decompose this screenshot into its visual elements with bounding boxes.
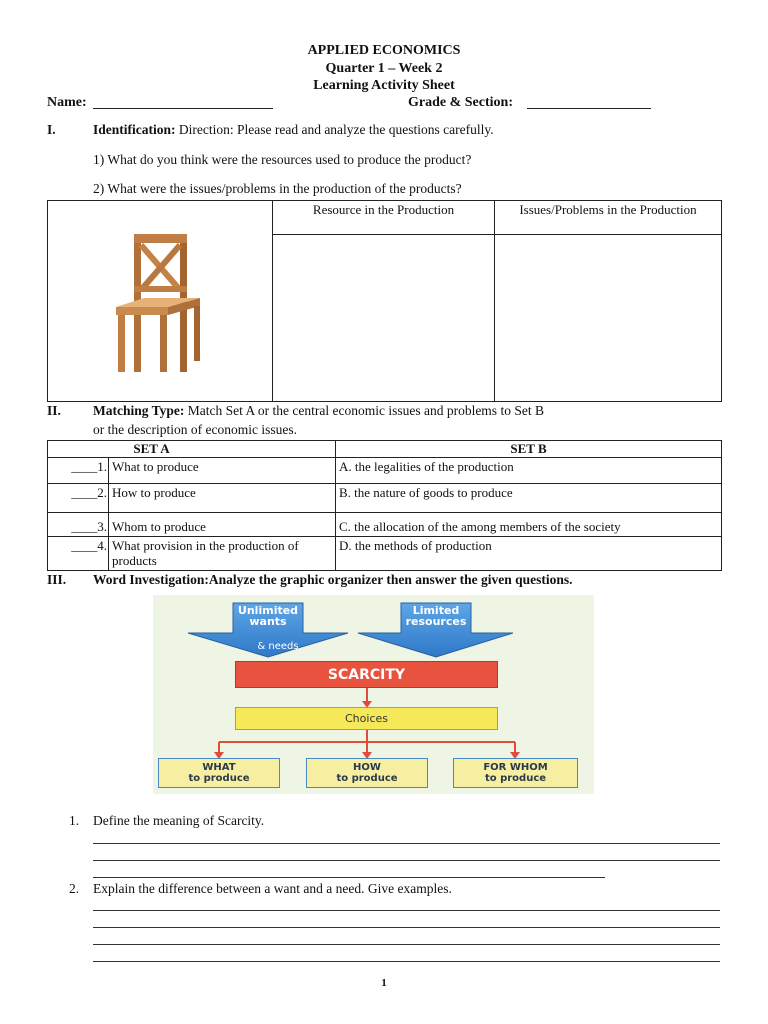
answer-line[interactable] bbox=[93, 927, 720, 928]
chair-image-cell bbox=[48, 201, 273, 402]
matching-blank-1[interactable]: ____1. bbox=[48, 458, 109, 484]
needs-label: & needs bbox=[257, 641, 299, 652]
chair-lower-rail bbox=[134, 286, 187, 292]
section-1-heading: Identification: bbox=[93, 122, 176, 137]
grade-section-label: Grade & Section: bbox=[408, 95, 513, 110]
section-2-number: II. bbox=[47, 403, 61, 418]
what-box-sub: to produce bbox=[188, 773, 250, 784]
set-a-item-4: What provision in the production of products bbox=[109, 537, 336, 571]
set-a-header bbox=[48, 441, 336, 458]
set-b-item-d: D. the methods of production bbox=[336, 537, 722, 571]
set-b-item-b: B. the nature of goods to produce bbox=[336, 484, 722, 513]
identification-table bbox=[47, 200, 722, 402]
section-2-direction-a: Match Set A or the central economic issues and problems to Set B bbox=[187, 403, 544, 418]
chair-top-rail bbox=[134, 234, 187, 243]
section-3-direction: Analyze the graphic organizer then answer the given questions. bbox=[208, 572, 573, 587]
choices-box: Choices bbox=[235, 707, 498, 730]
answer-line[interactable] bbox=[93, 877, 605, 878]
name-label: Name: bbox=[47, 95, 87, 110]
limited-label: Limited resources bbox=[405, 604, 467, 628]
col-header-resource: Resource in the Production bbox=[273, 201, 495, 235]
section-3-heading: Word Investigation: bbox=[93, 572, 209, 587]
name-line[interactable] bbox=[93, 108, 273, 109]
for-whom-box-title: FOR WHOM bbox=[483, 762, 548, 773]
for-whom-box-sub: to produce bbox=[484, 773, 547, 784]
matching-row bbox=[48, 513, 722, 537]
matching-row bbox=[48, 537, 722, 571]
scarcity-box: SCARCITY bbox=[235, 661, 498, 688]
matching-row bbox=[48, 458, 722, 484]
question-1-number: 1. bbox=[69, 813, 80, 828]
section-1-question-1: 1) What do you think were the resources used to produce the product? bbox=[93, 152, 472, 167]
set-b-item-c: C. the allocation of the among members of the society bbox=[336, 513, 722, 537]
section-1-heading-row bbox=[93, 122, 494, 138]
doc-quarter: Quarter 1 – Week 2 bbox=[325, 61, 443, 76]
grade-section-line[interactable] bbox=[527, 108, 651, 109]
issues-answer-cell[interactable] bbox=[495, 234, 722, 402]
what-box-title: WHAT bbox=[202, 762, 236, 773]
matching-table bbox=[47, 440, 722, 571]
col-header-issues: Issues/Problems in the Production bbox=[495, 201, 722, 235]
question-2-number: 2. bbox=[69, 881, 80, 896]
section-3-heading-row bbox=[93, 572, 573, 588]
doc-title: APPLIED ECONOMICS bbox=[307, 43, 461, 58]
how-box bbox=[306, 758, 428, 788]
section-1-number: I. bbox=[47, 122, 56, 137]
section-1-direction: Direction: Please read and analyze the questions carefully. bbox=[178, 122, 494, 137]
answer-line[interactable] bbox=[93, 843, 720, 844]
page-number: 1 bbox=[381, 977, 387, 989]
section-3-number: III. bbox=[47, 572, 67, 587]
for-whom-box bbox=[453, 758, 578, 788]
answer-line[interactable] bbox=[93, 860, 720, 861]
answer-line[interactable] bbox=[93, 961, 720, 962]
set-a-item-2: How to produce bbox=[109, 484, 336, 513]
matching-blank-4[interactable]: ____4. bbox=[48, 537, 109, 571]
answer-line[interactable] bbox=[93, 944, 720, 945]
chair-seat-front bbox=[116, 307, 168, 315]
unlimited-label: Unlimited wants bbox=[237, 604, 299, 628]
set-a-header-label: SET A bbox=[133, 441, 170, 456]
set-b-header: SET B bbox=[336, 441, 722, 458]
section-2-direction-b: or the description of economic issues. bbox=[93, 422, 297, 437]
doc-sheet-title: Learning Activity Sheet bbox=[313, 78, 455, 93]
question-1-text: Define the meaning of Scarcity. bbox=[93, 813, 265, 828]
chair-front-left-leg bbox=[118, 315, 125, 372]
section-2-heading: Matching Type: bbox=[93, 403, 185, 418]
section-1-question-2: 2) What were the issues/problems in the production of the products? bbox=[93, 181, 462, 196]
how-box-sub: to produce bbox=[336, 773, 398, 784]
what-box bbox=[158, 758, 280, 788]
set-a-item-3: Whom to produce bbox=[109, 513, 336, 537]
matching-row bbox=[48, 484, 722, 513]
chair-image bbox=[110, 224, 210, 374]
matching-blank-2[interactable]: ____2. bbox=[48, 484, 109, 513]
chair-front-right-leg bbox=[160, 315, 167, 372]
chair-back-right-leg bbox=[194, 306, 200, 361]
graphic-organizer bbox=[153, 595, 594, 794]
question-2-text: Explain the difference between a want and a need. Give examples. bbox=[93, 881, 452, 896]
set-a-item-1: What to produce bbox=[109, 458, 336, 484]
answer-line[interactable] bbox=[93, 910, 720, 911]
resource-answer-cell[interactable] bbox=[273, 234, 495, 402]
how-box-title: HOW bbox=[353, 762, 381, 773]
set-b-item-a: A. the legalities of the production bbox=[336, 458, 722, 484]
section-2-heading-row bbox=[93, 403, 544, 419]
matching-blank-3[interactable]: ____3. bbox=[48, 513, 109, 537]
